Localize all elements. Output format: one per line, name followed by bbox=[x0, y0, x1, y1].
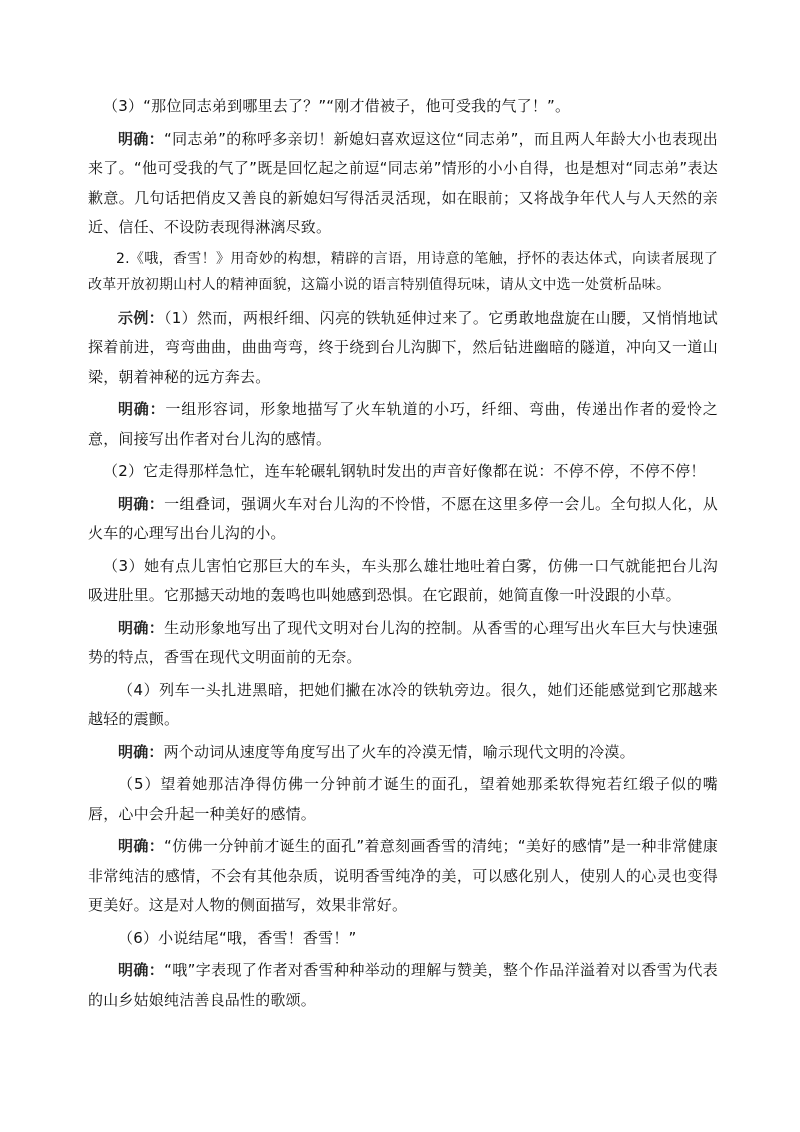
answer-label: 明确： bbox=[118, 618, 165, 637]
paragraph-text: “哦”字表现了作者对香雪种种举动的理解与赞美，整个作品洋溢着对以香雪为代表的山乡姑娘纯洁善良品性的歌颂。 bbox=[88, 961, 718, 1009]
question-2-prompt bbox=[88, 246, 718, 298]
example-quote bbox=[88, 552, 718, 611]
paragraph-text: “同志弟”的称呼多亲切！新媳妇喜欢逗这位“同志弟”，而且两人年龄大小也表现出来了。“他可受我的气了”既是回忆起之前逗“同志弟”情形的小小自得，也是想对“同志弟”表达歉意。几句话把俏皮又善良的新媳妇写得活灵活现，如在眼前；又将战争年代人与人天然的亲近、信任、不设防表现得淋漓尽致。 bbox=[88, 129, 718, 236]
example-quote bbox=[88, 770, 718, 829]
paragraph-text: 一组形容词，形象地描写了火车轨道的小巧，纤细、弯曲，传递出作者的爱怜之意，间接写出作者对台儿沟的感情。 bbox=[88, 400, 718, 448]
answer-paragraph bbox=[88, 614, 718, 673]
answer-label: 明确： bbox=[118, 129, 165, 148]
answer-paragraph bbox=[88, 738, 718, 768]
paragraph-text: （4）列车一头扎进黑暗，把她们撇在冰冷的铁轨旁边。很久，她们还能感觉到它那越来越轻的震颤。 bbox=[88, 680, 718, 728]
answer-label: 明确： bbox=[118, 837, 165, 855]
paragraph-text: （6）小说结尾“哦，香雪！香雪！” bbox=[118, 928, 357, 947]
answer-label: 明确： bbox=[118, 961, 165, 979]
paragraph-text: “仿佛一分钟前才诞生的面孔”着意刻画香雪的清纯；“美好的感情”是一种非常健康非常纯洁的感情，不会有其他杂质，说明香雪纯净的美，可以感化别人，使别人的心灵也变得更美好。这是对人物的侧面描写，效果非常好。 bbox=[88, 837, 718, 914]
answer-paragraph bbox=[88, 395, 718, 454]
paragraph-text: 两个动词从速度等角度写出了火车的冷漠无情，喻示现代文明的冷漠。 bbox=[163, 742, 635, 761]
example-quote bbox=[88, 676, 718, 735]
paragraph-text: 2.《哦，香雪！》用奇妙的构想，精辟的言语，用诗意的笔触，抒怀的表达体式，向读者展现了改革开放初期山村人的精神面貌，这篇小说的语言特别值得玩味，请从文中选一处赏析品味。 bbox=[88, 250, 718, 293]
paragraph-text: 生动形象地写出了现代文明对台儿沟的控制。从香雪的心理写出火车巨大与快速强势的特点，香雪在现代文明面前的无奈。 bbox=[88, 618, 718, 666]
example-quote bbox=[88, 457, 718, 487]
answer-paragraph bbox=[88, 832, 718, 921]
paragraph-text: （3）“那位同志弟到哪里去了？”“刚才借被子，他可受我的气了！”。 bbox=[103, 97, 571, 115]
paragraph-text: （1）然而，两根纤细、闪亮的铁轨延伸过来了。它勇敢地盘旋在山腰，又悄悄地试探着前进，弯弯曲曲，曲曲弯弯，终于绕到台儿沟脚下，然后钻进幽暗的隧道，冲向又一道山梁，朝着神秘的远方奔去。 bbox=[88, 308, 718, 386]
answer-paragraph bbox=[88, 490, 718, 549]
example-label: 示例： bbox=[118, 308, 164, 327]
paragraph-text: （2）它走得那样急忙，连车轮碾轧钢轨时发出的声音好像都在说：不停不停，不停不停！ bbox=[103, 462, 706, 480]
paragraph-text: （5）望着她那洁净得仿佛一分钟前才诞生的面孔，望着她那柔软得宛若红缎子似的嘴唇，心中会升起一种美好的感情。 bbox=[88, 775, 718, 823]
answer-label: 明确： bbox=[118, 494, 165, 513]
example-paragraph bbox=[88, 304, 718, 393]
answer-paragraph bbox=[88, 956, 718, 1015]
example-quote bbox=[88, 924, 718, 954]
answer-label: 明确： bbox=[118, 742, 164, 761]
question-3-quote bbox=[88, 92, 718, 122]
paragraph-text: （3）她有点儿害怕它那巨大的车头，车头那么雄壮地吐着白雾，仿佛一口气就能把台儿沟吸进肚里。它那撼天动地的轰鸣也叫她感到恐惧。在它跟前，她简直像一叶没跟的小草。 bbox=[88, 556, 718, 604]
paragraph-text: 一组叠词，强调火车对台儿沟的不怜惜，不愿在这里多停一会儿。全句拟人化，从火车的心理写出台儿沟的小。 bbox=[88, 494, 718, 542]
answer-paragraph bbox=[88, 125, 718, 243]
answer-label: 明确： bbox=[118, 400, 166, 418]
